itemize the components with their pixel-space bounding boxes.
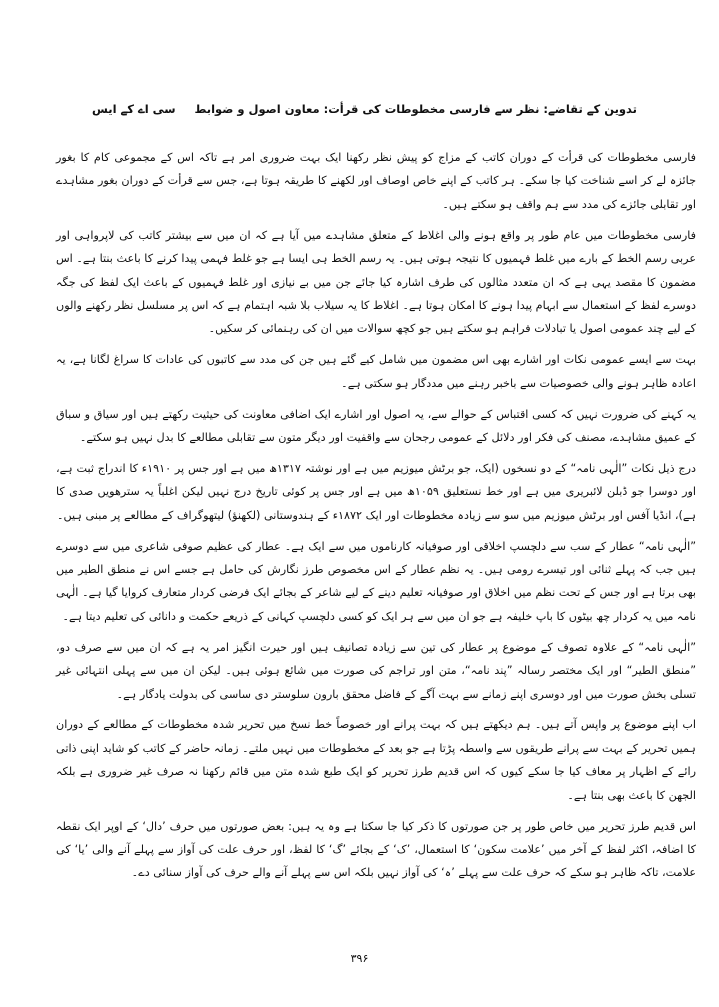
paragraph: یہ کہنے کی ضرورت نہیں کہ کسی اقتباس کے حوالے سے، یہ اصول اور اشارے ایک اضافی معاونت کی حیثیت رکھتے ہیں اور سیاق و سباق کے عمیق مشاہدے، مصنف کی فکر اور دلائل کے عمومی رجحان سے واقفیت اور دیگر متون سے تقابلی مطالعے کا بدل نہیں ہو سکتے۔ [56, 407, 696, 444]
running-header [92, 98, 637, 122]
paragraph: فارسی مخطوطات میں عام طور پر واقع ہونے والی اغلاط کے متعلق مشاہدے میں آیا ہے کہ ان میں سے بیشتر کاتب کی لاپرواہی اور عربی رسم الخط کے بارے میں غلط فہمیوں کا نتیجہ ہوتی ہیں۔ یہ رسم الخط ہی ایسا ہے جو غلط فہمی پیدا کرنے کا باعث بنتا ہے۔ اس مضمون کا مقصد یہی ہے کہ ان متعدد مثالوں کی طرف اشارہ کیا جائے جن میں بے نیازی اور غلط فہمیوں کے باعث ایک لفظ کی جگہ دوسرے لفظ کے استعمال سے ابہام پیدا ہونے کا امکان ہوتا ہے۔ اغلاط کا یہ سیلاب بلا شبہ اہتمام ہے کہ اس پر مسلسل نظر رکھنے والوں کے لیے چند عمومی اصول یا تبادلات فراہم ہو سکتے ہیں جو کچھ سوالات میں ان کی رہنمائی کر سکیں۔ [56, 228, 696, 336]
paragraph: ”الٰہی نامہ“ عطار کے سب سے دلچسپ اخلاقی اور صوفیانہ کارناموں میں سے ایک ہے۔ عطار کی عظیم صوفی شاعری میں سے دوسرے ہیں جب کہ پہلے ثنائی اور تیسرے رومی ہیں۔ یہ نظم عطار کے اس مخصوص طرز نگارش کی حامل ہے جسے اس نے منطق الطیر میں بھی برتا ہے اور جس کے تحت نظم میں اخلاق اور صوفیانہ تعلیم دینے کے لیے شاعر کے بجائے ایک فرضی کردار متعارف کروایا گیا ہے۔ الٰہی نامہ میں یہ کردار چھ بیٹوں کا باپ خلیفہ ہے جو ان میں سے ہر ایک کو کسی دلچسپ کہانی کے ذریعے حکمت و دانائی کی تعلیم دیتا ہے۔ [56, 539, 696, 623]
header-author: سی اے کے ایس [92, 102, 176, 116]
header-title: تدوین کے تقاضے: نظر سے فارسی مخطوطات کی قرأت: معاون اصول و ضوابط [194, 102, 637, 116]
body-text [56, 146, 696, 885]
paragraph: اس قدیم طرز تحریر میں خاص طور پر جن صورتوں کا ذکر کیا جا سکتا ہے وہ یہ ہیں: بعض صورتوں میں حرف ’دال‘ کے اوپر ایک نقطہ کا اضافہ، اکثر لفظ کے آخر میں ’علامت سکون‘ کا استعمال، ’ک‘ کے بجائے ’گ‘ کا لفظ، اور حرف علت کی آواز سے پہلے آنے والی ’یا‘ کی علامت، تاکہ ظاہر ہو سکے کہ حرف علت سے پہلے ’ہ‘ کی آواز نہیں بلکہ اس سے پہلے آنے والے حرف کی آواز سنائی دے۔ [56, 819, 696, 880]
paragraph: بہت سے ایسے عمومی نکات اور اشارے بھی اس مضمون میں شامل کیے گئے ہیں جن کی مدد سے کاتبوں کی عادات کا سراغ لگانا ہے، یہ اعادہ ظاہر ہونے والی خصوصیات سے باخبر رہنے میں مددگار ہو سکتی ہے۔ [56, 353, 696, 390]
paragraph: فارسی مخطوطات کی قرأت کے دوران کاتب کے مزاج کو پیش نظر رکھنا ایک بہت ضروری امر ہے تاکہ اس کے مجموعی کام کا بغور جائزہ لے کر اسے شناخت کیا جا سکے۔ ہر کاتب کے اپنے خاص اوصاف اور لکھنے کا طریقہ ہوتا ہے، جس سے قرأت کے دوران بغور مشاہدے اور تقابلی جائزے کی مدد سے ہم واقف ہو سکتے ہیں۔ [56, 151, 696, 211]
page-number: ۳۹۶ [350, 952, 369, 965]
paragraph: ”الٰہی نامہ“ کے علاوہ تصوف کے موضوع پر عطار کی تین سے زیادہ تصانیف ہیں اور حیرت انگیز امر یہ ہے کہ ان میں سے صرف دو، ”منطق الطیر“ اور ایک مختصر رسالہ ”پند نامہ“، متن اور تراجم کی صورت میں شائع ہوئی ہیں۔ لیکن ان میں سے پہلی انتہائی غیر تسلی بخش صورت میں اور دوسری اپنے زمانے سے بہت آگے کے فاضل محقق بارون سلوستر دی ساسی کی بدولت یادگار ہے۔ [56, 640, 696, 701]
paragraph: درج ذیل نکات ”الٰہی نامہ“ کے دو نسخوں (ایک، جو برٹش میوزیم میں ہے اور نوشتہ ۱۳۱۷ھ میں ہے اور جس پر ۱۹۱۰ء کا اندراج ثبت ہے، اور دوسرا جو ڈبلن لائبریری میں ہے اور خط نستعلیق ۱۰۵۹ھ میں ہے اور جس پر کوئی تاریخ درج نہیں لیکن اغلباً یہ سترھویں صدی کا ہے)، انڈیا آفس اور برٹش میوزیم میں سو سے زیادہ مخطوطات اور ایک ۱۸۷۲ء کے ہندوستانی (لکھنؤ) لیتھوگراف کے مطالعے پر مبنی ہیں۔ [56, 461, 696, 522]
paragraph: اب اپنے موضوع پر واپس آتے ہیں۔ ہم دیکھتے ہیں کہ بہت پرانے اور خصوصاً خط نسخ میں تحریر شدہ مخطوطات کے مطالعے کے دوران ہمیں تحریر کے بہت سے پرانے طریقوں سے واسطہ پڑتا ہے جو بعد کے مخطوطات میں نہیں ملتے۔ زمانہ حاضر کے کاتب کو شاید اپنی ذاتی رائے کے اظہار پر معاف کیا جا سکے کیوں کہ اس قدیم طرز تحریر کو ایک طبع شدہ متن میں قائم رکھنا نہ صرف غیر ضروری ہے بلکہ الجھن کا باعث بھی بنتا ہے۔ [56, 718, 696, 802]
